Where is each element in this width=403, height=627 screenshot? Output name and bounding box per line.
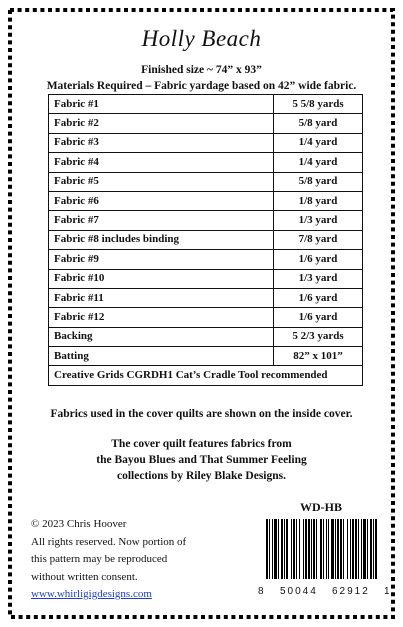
barcode-digits-left: 50044: [280, 586, 318, 597]
barcode-bar: [278, 519, 279, 579]
barcode-digit-last: 1: [384, 586, 390, 597]
material-name: Fabric #1: [49, 95, 274, 114]
material-name: Fabric #8 includes binding: [49, 230, 274, 249]
barcode-bar: [281, 519, 283, 579]
barcode-bar: [370, 519, 372, 579]
barcode-bar: [326, 519, 327, 579]
materials-row: [49, 327, 363, 346]
barcode-bar: [272, 519, 273, 579]
material-name: Fabric #4: [49, 153, 274, 172]
barcode-bar: [328, 519, 329, 579]
barcode-bar: [367, 519, 368, 579]
barcode-bar: [375, 519, 377, 579]
copyright-line: without written consent.: [31, 570, 138, 583]
material-amount: 1/3 yard: [274, 269, 363, 288]
material-amount: 5 5/8 yards: [274, 95, 363, 114]
barcode-bar: [363, 519, 366, 579]
material-name: Fabric #7: [49, 211, 274, 230]
barcode-bar: [308, 519, 310, 579]
barcode-bar: [373, 519, 374, 579]
copyright-line: All rights reserved. Now portion of: [31, 535, 187, 548]
copyright-line: © 2023 Chris Hoover: [31, 518, 127, 530]
barcode-digit-first: 8: [258, 586, 264, 597]
tool-note: Creative Grids CGRDH1 Cat’s Cradle Tool recommended: [49, 366, 363, 386]
barcode-bar: [316, 519, 317, 579]
website-link[interactable]: www.whirligigdesigns.com: [31, 588, 152, 600]
materials-row: [49, 153, 363, 172]
barcode-bar: [352, 519, 354, 579]
material-amount: 1/4 yard: [274, 133, 363, 152]
barcode-bar: [293, 519, 295, 579]
materials-row: [49, 172, 363, 191]
materials-row: [49, 230, 363, 249]
materials-row: [49, 191, 363, 210]
barcode-bar: [291, 519, 292, 579]
barcode-bar: [331, 519, 334, 579]
barcode-bar: [296, 519, 297, 579]
collection-line-3: collections by Riley Blake Designs.: [117, 470, 286, 482]
material-name: Fabric #3: [49, 133, 274, 152]
material-amount: 1/8 yard: [274, 191, 363, 210]
material-name: Fabric #6: [49, 191, 274, 210]
collection-line-1: The cover quilt features fabrics from: [111, 438, 292, 450]
material-amount: 5 2/3 yards: [274, 327, 363, 346]
materials-table: [48, 94, 363, 386]
materials-row: [49, 211, 363, 230]
barcode-digits-right: 62912: [332, 586, 370, 597]
barcode-bar: [269, 519, 270, 579]
barcode-bar: [358, 519, 359, 579]
barcode-bar: [266, 519, 268, 579]
material-name: Backing: [49, 327, 274, 346]
material-name: Batting: [49, 347, 274, 366]
collection-line-2: the Bayou Blues and That Summer Feeling: [96, 454, 307, 466]
material-amount: 1/6 yard: [274, 250, 363, 269]
barcode-bar: [305, 519, 307, 579]
materials-row: [49, 133, 363, 152]
copyright-block: [31, 516, 186, 604]
material-name: Fabric #12: [49, 308, 274, 327]
material-name: Fabric #10: [49, 269, 274, 288]
barcode: [262, 519, 380, 587]
materials-row: [49, 95, 363, 114]
barcode-bar: [299, 519, 300, 579]
barcode-bar: [320, 519, 322, 579]
tool-note-row: [49, 366, 363, 386]
barcode-bar: [284, 519, 285, 579]
barcode-bar: [340, 519, 342, 579]
materials-row: [49, 114, 363, 133]
material-amount: 1/4 yard: [274, 153, 363, 172]
barcode-bar: [337, 519, 339, 579]
copyright-line: this pattern may be reproduced: [31, 553, 168, 565]
barcode-bar: [350, 519, 351, 579]
material-amount: 5/8 yard: [274, 172, 363, 191]
material-name: Fabric #9: [49, 250, 274, 269]
barcode-bar: [303, 519, 304, 579]
barcode-bar: [355, 519, 357, 579]
material-amount: 82” x 101”: [274, 347, 363, 366]
pattern-code: WD-HB: [300, 500, 342, 514]
cover-note: Fabrics used in the cover quilts are shown on the inside cover.: [50, 408, 353, 420]
materials-row: [49, 250, 363, 269]
material-amount: 1/3 yard: [274, 211, 363, 230]
material-amount: 1/6 yard: [274, 288, 363, 307]
material-name: Fabric #5: [49, 172, 274, 191]
barcode-bar: [286, 519, 288, 579]
material-name: Fabric #11: [49, 288, 274, 307]
barcode-bar: [335, 519, 336, 579]
barcode-bar: [323, 519, 324, 579]
barcode-bar: [311, 519, 312, 579]
pattern-title: Holly Beach: [141, 26, 262, 51]
barcode-bar: [313, 519, 315, 579]
finished-size: Finished size ~ 74” x 93”: [141, 64, 262, 76]
materials-row: [49, 347, 363, 366]
material-name: Fabric #2: [49, 114, 274, 133]
materials-row: [49, 308, 363, 327]
barcode-bar: [347, 519, 348, 579]
material-amount: 5/8 yard: [274, 114, 363, 133]
materials-row: [49, 269, 363, 288]
materials-row: [49, 288, 363, 307]
materials-heading: Materials Required – Fabric yardage based on 42” wide fabric.: [46, 80, 357, 92]
barcode-bar: [361, 519, 362, 579]
barcode-bar: [343, 519, 344, 579]
material-amount: 7/8 yard: [274, 230, 363, 249]
barcode-bar: [274, 519, 277, 579]
material-amount: 1/6 yard: [274, 308, 363, 327]
